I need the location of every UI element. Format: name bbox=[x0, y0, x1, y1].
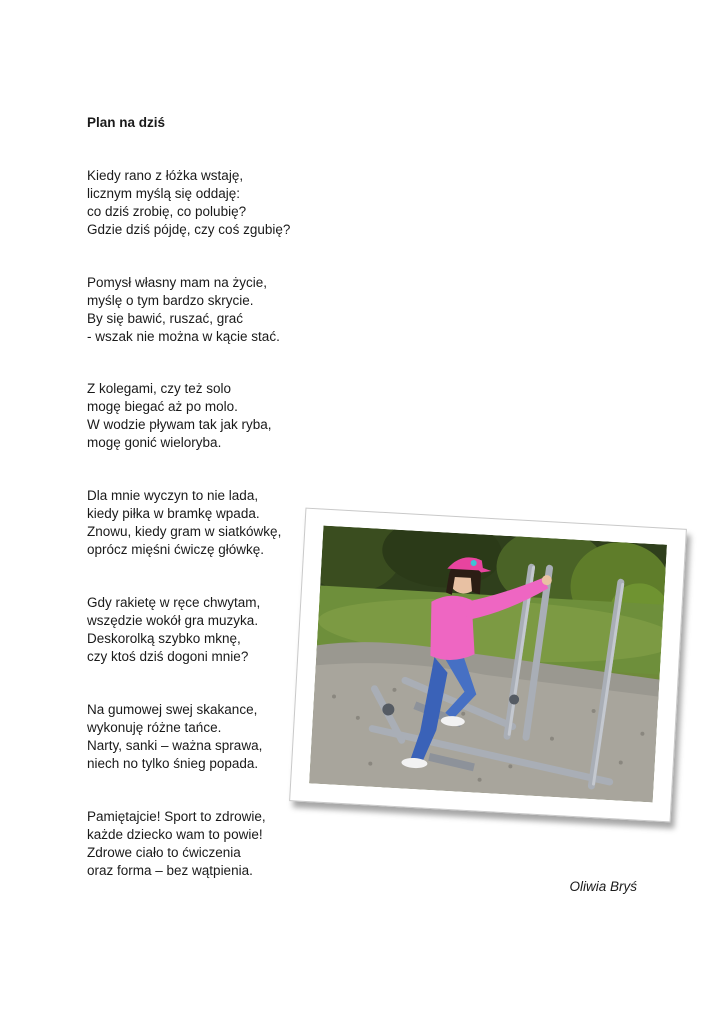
poem-line: wszędzie wokół gra muzyka. bbox=[87, 613, 259, 628]
poem-line: kiedy piłka w bramkę wpada. bbox=[87, 506, 260, 521]
poem-line: By się bawić, ruszać, grać bbox=[87, 311, 244, 326]
poem-line: Z kolegami, czy też solo bbox=[87, 381, 232, 396]
poem-title: Plan na dziś bbox=[87, 115, 166, 130]
poem-line: czy ktoś dziś dogoni mnie? bbox=[87, 649, 249, 664]
poem-line: oprócz mięśni ćwiczę główkę. bbox=[87, 542, 265, 557]
poem-line: niech no tylko śnieg popada. bbox=[87, 756, 259, 771]
poem-line: mogę biegać aż po molo. bbox=[87, 399, 238, 414]
poem-line: każde dziecko wam to powie! bbox=[87, 827, 263, 842]
poem-line: Pomysł własny mam na życie, bbox=[87, 275, 268, 290]
poem-line: licznym myślą się oddaję: bbox=[87, 186, 241, 201]
photo-frame bbox=[289, 508, 687, 823]
author-signature: Oliwia Bryś bbox=[569, 879, 637, 894]
poem-line: Kiedy rano z łóżka wstaję, bbox=[87, 168, 244, 183]
poem-line: - wszak nie można w kącie stać. bbox=[87, 329, 280, 344]
poem-line: Narty, sanki – ważna sprawa, bbox=[87, 738, 263, 753]
stanza bbox=[87, 380, 347, 452]
poem-line: Zdrowe ciało to ćwiczenia bbox=[87, 845, 241, 860]
poem-line: Dla mnie wyczyn to nie lada, bbox=[87, 488, 259, 503]
poem-line: W wodzie pływam tak jak ryba, bbox=[87, 417, 272, 432]
poem-line: co dziś zrobię, co polubię? bbox=[87, 204, 247, 219]
poem-line: Deskorolką szybko mknę, bbox=[87, 631, 241, 646]
stanza bbox=[87, 167, 347, 239]
poem-line: myślę o tym bardzo skrycie. bbox=[87, 293, 254, 308]
photo bbox=[309, 526, 667, 803]
poem-line: Pamiętajcie! Sport to zdrowie, bbox=[87, 809, 266, 824]
poem-line: mogę gonić wieloryba. bbox=[87, 435, 222, 450]
photo-illustration bbox=[309, 526, 667, 803]
poem-line: Na gumowej swej skakance, bbox=[87, 702, 258, 717]
poem-line: Znowu, kiedy gram w siatkówkę, bbox=[87, 524, 282, 539]
stanza bbox=[87, 808, 347, 880]
poem-line: Gdy rakietę w ręce chwytam, bbox=[87, 595, 261, 610]
stanza bbox=[87, 274, 347, 346]
poem-line: wykonuję różne tańce. bbox=[87, 720, 222, 735]
poem-line: oraz forma – bez wątpienia. bbox=[87, 863, 253, 878]
poem-line: Gdzie dziś pójdę, czy coś zgubię? bbox=[87, 222, 291, 237]
